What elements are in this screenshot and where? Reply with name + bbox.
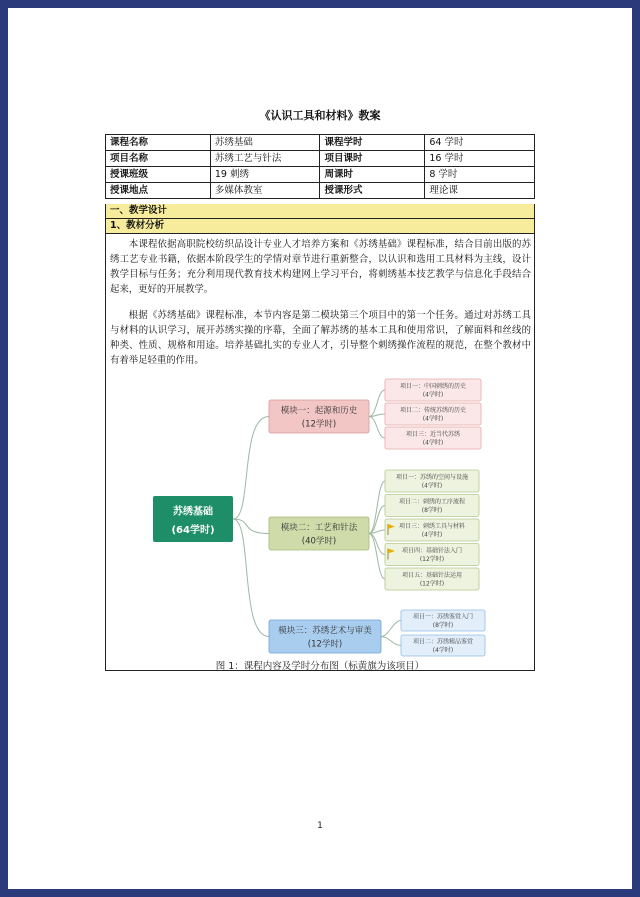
info-row	[106, 135, 535, 151]
info-label: 课程名称	[106, 135, 211, 151]
course-info-table	[105, 134, 535, 199]
info-value: 苏绣工艺与针法	[210, 151, 320, 167]
node-text: 模块二：工艺和针法	[280, 523, 358, 534]
mindmap-connector	[233, 519, 269, 637]
section-heading-teaching-design: 一、教学设计	[105, 204, 535, 219]
node-text: (64学时)	[171, 524, 215, 536]
node-text: 项目三：近当代苏绣	[405, 430, 461, 438]
node-text: (12学时)	[307, 639, 343, 650]
analysis-paragraph-1: 本课程依据高职院校纺织品设计专业人才培养方案和《苏绣基础》课程标准，结合目前出版的苏绣工艺专业书籍，依据本阶段学生的学情对章节进行重新整合，以认识和选用工具材料为主线，设计教学目标与任务；充分利用现代教育技术构建网上学习平台，将刺绣基本技艺教学与信息化手段结合起来，更好的开展教学。	[110, 239, 531, 295]
info-label: 周课时	[320, 167, 425, 183]
module-node	[269, 620, 381, 653]
document-page	[8, 8, 632, 889]
info-value: 苏绣基础	[210, 135, 320, 151]
node-text: (4学时)	[421, 482, 443, 490]
node-text: 模块一：起源和历史	[280, 406, 358, 417]
root-node	[153, 496, 233, 542]
node-text: 项目五：基础针法运用	[401, 571, 463, 579]
node-text: (12学时)	[419, 556, 445, 564]
info-label: 授课形式	[320, 183, 425, 199]
node-text: (8学时)	[421, 507, 443, 515]
node-text: 项目一：中国刺绣的历史	[399, 382, 467, 390]
node-text: 项目一：苏绣鉴赏入门	[412, 613, 474, 621]
mindmap-connector	[381, 637, 401, 646]
info-label: 课程学时	[320, 135, 425, 151]
project-node	[385, 495, 479, 517]
info-label: 授课地点	[106, 183, 211, 199]
project-node	[385, 519, 479, 541]
info-row	[106, 151, 535, 167]
info-value: 多媒体教室	[210, 183, 320, 199]
node-text: 模块三：苏绣艺术与审美	[278, 626, 372, 637]
info-row	[106, 183, 535, 199]
mindmap-connector	[369, 534, 385, 555]
project-node	[385, 470, 479, 492]
node-text: 项目四：基础针法入门	[401, 547, 463, 555]
info-label: 授课班级	[106, 167, 211, 183]
node-text: 项目二：刺绣的工序流程	[398, 498, 466, 506]
figure-caption: 图 1：课程内容及学时分布图（标黄旗为该项目）	[215, 661, 425, 672]
mindmap-connector	[369, 417, 385, 439]
node-text: (4学时)	[422, 415, 444, 423]
mindmap-connector	[233, 519, 269, 534]
info-value: 19 刺绣	[210, 167, 320, 183]
node-text: 项目二：苏绣精品鉴赏	[412, 638, 474, 646]
info-value: 8 学时	[425, 167, 535, 183]
mindmap-connector	[369, 534, 385, 580]
mindmap-connector	[233, 417, 269, 520]
node-text: 苏绣基础	[173, 506, 213, 518]
info-label: 项目课时	[320, 151, 425, 167]
node-text: (12学时)	[419, 580, 445, 588]
project-node	[385, 403, 481, 425]
info-value: 16 学时	[425, 151, 535, 167]
document-title: 《认识工具和材料》教案	[259, 109, 381, 122]
node-text: (4学时)	[422, 439, 444, 447]
project-node	[401, 635, 485, 656]
module-node	[269, 517, 369, 550]
node-text: (12学时)	[301, 419, 337, 430]
project-node	[385, 544, 479, 566]
node-text: (40学时)	[301, 536, 337, 547]
info-label: 项目名称	[106, 151, 211, 167]
node-text: 项目三：刺绣工具与材料	[398, 522, 466, 530]
section-heading-material-analysis: 1、教材分析	[105, 219, 535, 234]
info-value: 64 学时	[425, 135, 535, 151]
info-row	[106, 167, 535, 183]
mindmap-connector	[381, 621, 401, 637]
analysis-paragraph-2: 根据《苏绣基础》课程标准，本节内容是第二模块第三个项目中的第一个任务。通过对苏绣工具与材料的认识学习，展开苏绣实操的序幕，全面了解苏绣的基本工具和使用常识，了解面料和丝线的种类、性质、规格和用途。培养基础扎实的专业人才，引导整个刺绣操作流程的规范，在整个教材中有着举足轻重的作用。	[110, 310, 531, 366]
project-node	[385, 379, 481, 401]
node-text: (4学时)	[432, 646, 454, 654]
module-node	[269, 400, 369, 433]
project-node	[401, 610, 485, 631]
node-text: 项目二：传统苏绣的历史	[399, 406, 467, 414]
info-value: 理论课	[425, 183, 535, 199]
node-text: 项目一：苏绣的空间与设施	[395, 473, 469, 481]
node-text: (4学时)	[422, 391, 444, 399]
project-node	[385, 568, 479, 590]
node-text: (8学时)	[432, 621, 454, 629]
mindmap-connector	[369, 390, 385, 417]
course-mindmap	[105, 373, 535, 658]
node-text: (4学时)	[421, 531, 443, 539]
project-node	[385, 427, 481, 449]
page-number: 1	[317, 821, 323, 831]
